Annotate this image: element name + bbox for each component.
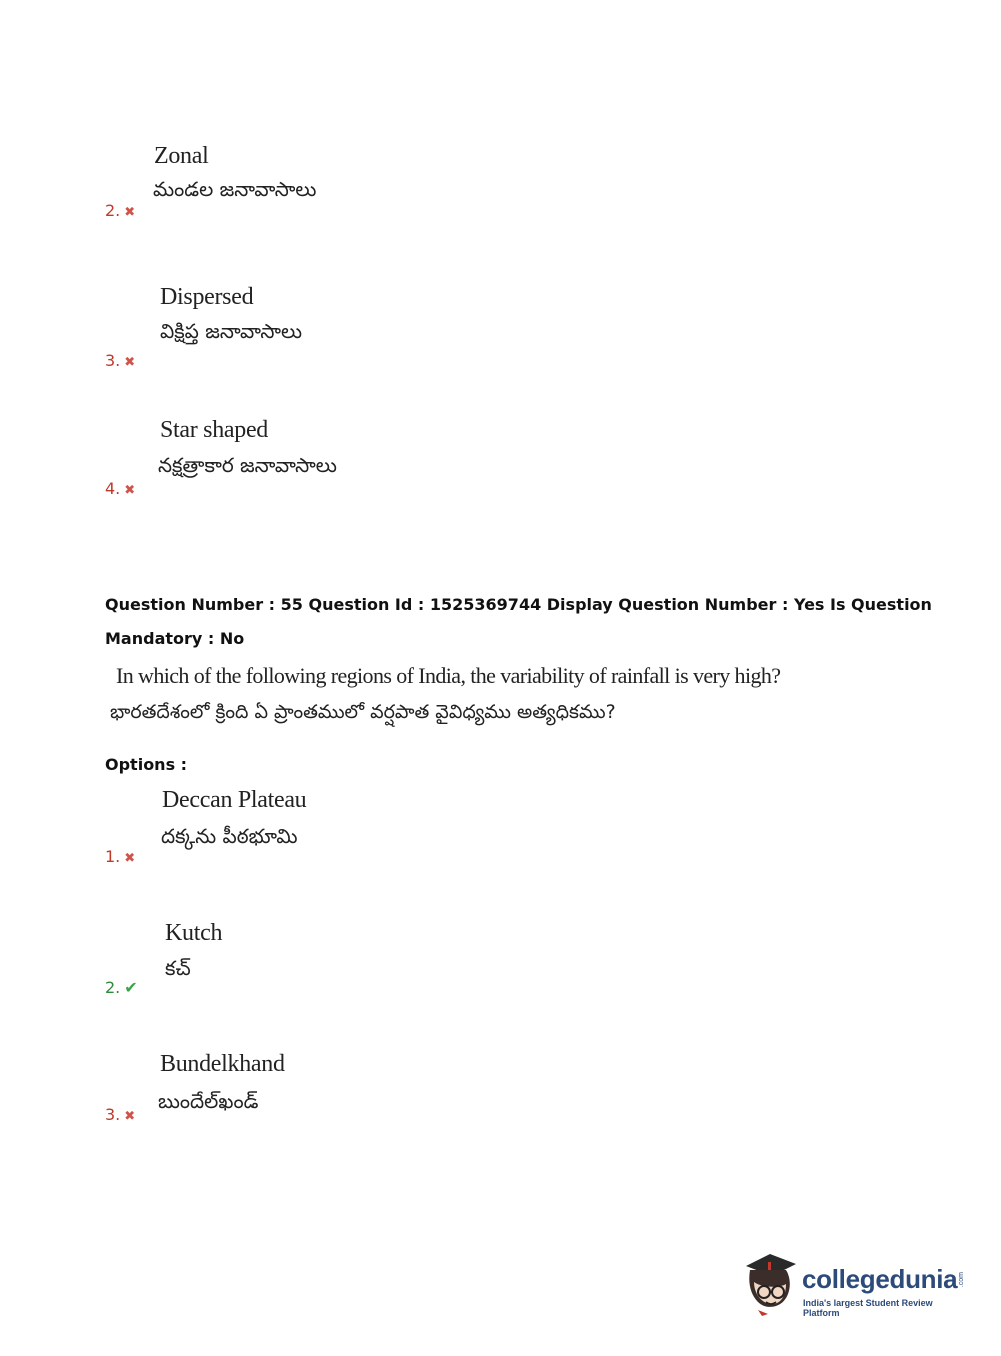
checkmark-icon: ✔ (124, 978, 138, 997)
prev-option-3-telugu: విక్షిప్త జనావాసాలు (160, 319, 303, 343)
option-1-telugu: దక్కను పీఠభూమి (161, 824, 298, 848)
option-number-label: 4. (105, 479, 121, 498)
cross-icon: ✖ (124, 205, 136, 220)
option-2-telugu: కచ్ (165, 956, 191, 980)
collegedunia-logo (740, 1248, 970, 1320)
question-header-line2: Mandatory : No (105, 629, 245, 648)
prev-option-4-telugu: నక్షత్రాకార జనావాసాలు (158, 453, 337, 477)
prev-option-3-number (105, 351, 135, 370)
question-header-line1: Question Number : 55 Question Id : 1525369744 Display Question Number : Yes Is Question (105, 595, 932, 614)
option-number-label: 3. (105, 1105, 121, 1124)
option-3-english: Bundelkhand (160, 1051, 285, 1077)
prev-option-4-english: Star shaped (160, 417, 269, 443)
option-1-number (105, 847, 135, 866)
prev-option-2-english: Zonal (154, 143, 209, 169)
cross-icon: ✖ (124, 483, 136, 498)
option-number-label: 2. (105, 978, 121, 997)
options-label: Options : (105, 755, 188, 774)
mascot-icon (740, 1248, 800, 1318)
prev-option-3-english: Dispersed (160, 284, 254, 310)
logo-tagline: India's largest Student Review Platform (803, 1298, 933, 1318)
option-3-number (105, 1105, 135, 1124)
option-3-telugu: బుందేల్‌ఖండ్ (158, 1089, 259, 1113)
cross-icon: ✖ (124, 355, 136, 370)
option-1-english: Deccan Plateau (162, 787, 307, 813)
prev-option-4-number (105, 479, 135, 498)
logo-domain: .com (958, 1272, 965, 1288)
option-number-label: 1. (105, 847, 121, 866)
option-number-label: 2. (105, 201, 121, 220)
option-2-english: Kutch (165, 920, 223, 946)
cross-icon: ✖ (124, 1109, 136, 1124)
prev-option-2-telugu: మండల జనావాసాలు (153, 177, 317, 201)
cross-icon: ✖ (124, 851, 136, 866)
prev-option-2-number (105, 201, 135, 220)
question-text-telugu: భారతదేశంలో క్రింది ఏ ప్రాంతములో వర్షపాత వైవిధ్యము అత్యధికము? (110, 701, 616, 723)
question-text-english: In which of the following regions of India, the variability of rainfall is very high? (116, 663, 781, 688)
logo-wordmark: collegedunia (802, 1264, 958, 1294)
option-number-label: 3. (105, 351, 121, 370)
option-2-number (105, 978, 138, 997)
